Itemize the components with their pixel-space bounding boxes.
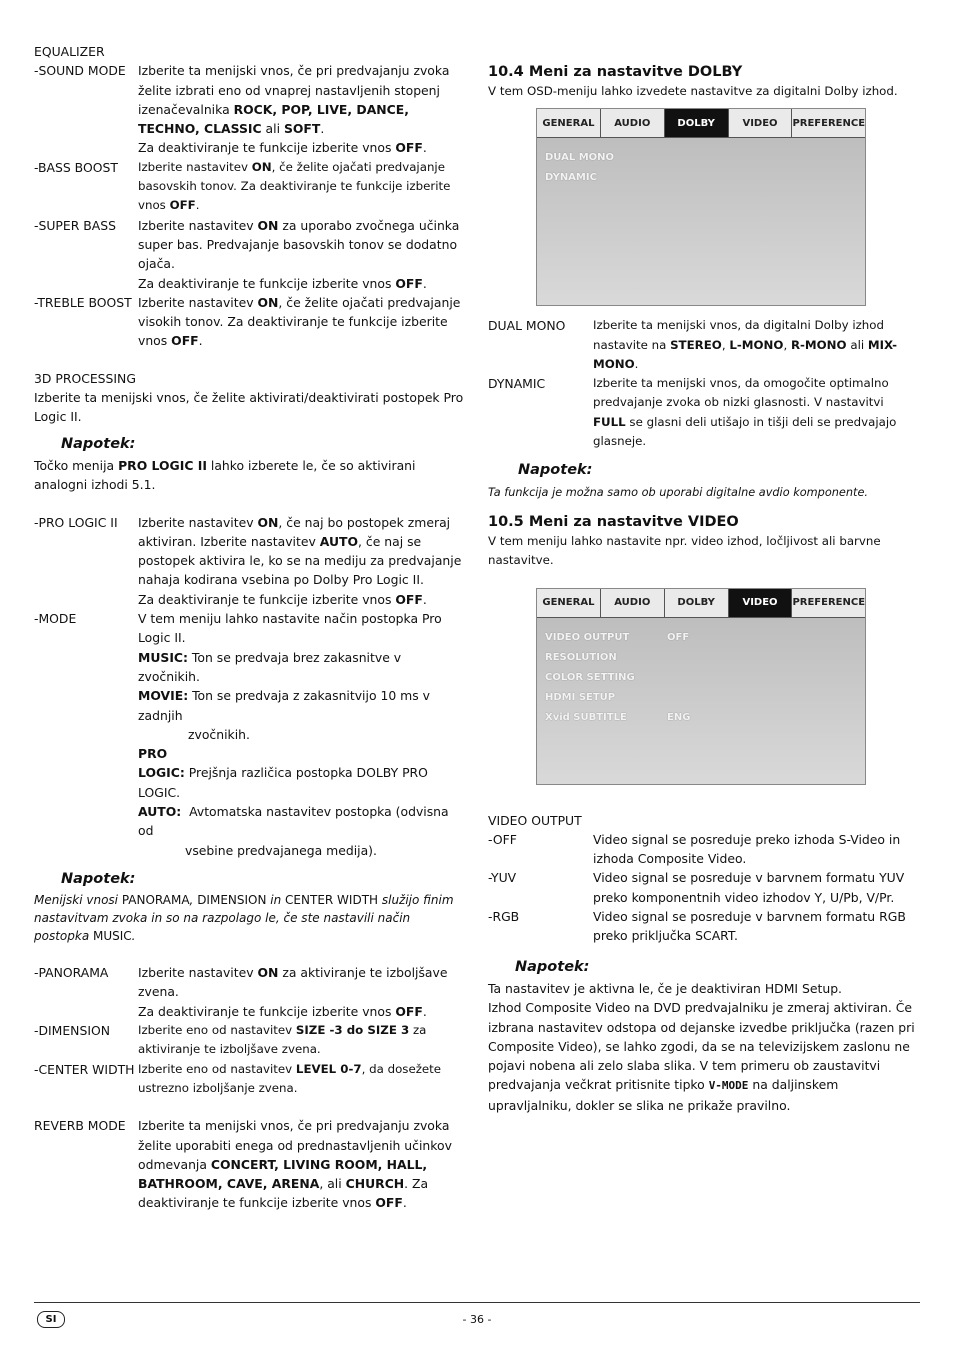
text: , ali xyxy=(319,1176,346,1192)
option: R-MONO xyxy=(790,337,847,352)
processing-text: Izberite ta menijski vnos, če želite aktivirati/deaktivirati postopek Pro Logic II. xyxy=(34,390,464,425)
tab-audio: AUDIO xyxy=(601,109,665,137)
note-heading: Napotek: xyxy=(518,462,593,479)
osd-tab-bar xyxy=(537,109,865,138)
text: . xyxy=(320,121,325,137)
tab-general: GENERAL xyxy=(537,589,601,617)
page-number: - 36 - xyxy=(462,1313,492,1326)
note-text xyxy=(34,891,466,945)
text: . xyxy=(402,1195,407,1211)
text: na daljinskem upravljalniku, dokler se slika ne prikaže pravilno. xyxy=(488,1077,839,1113)
option: MUSIC: xyxy=(138,649,188,665)
option: AUTO xyxy=(319,533,359,549)
option: ON xyxy=(257,294,279,310)
option: STEREO xyxy=(670,337,722,352)
text: Izberite nastavitev xyxy=(138,217,258,233)
tab-dolby: DOLBY xyxy=(665,589,729,617)
label: Xvid SUBTITLE xyxy=(545,711,627,723)
option: OFF xyxy=(395,140,423,156)
term: -PANORAMA xyxy=(34,965,109,981)
equalizer-heading: EQUALIZER xyxy=(34,44,105,59)
text: , če želite ojačati predvajanje visokih tonov. Za deaktiviranje te funkcije izberite vnos xyxy=(138,294,461,349)
language-badge: SI xyxy=(37,1311,65,1328)
tab-video: VIDEO xyxy=(729,109,793,137)
off-entry xyxy=(488,830,920,869)
text: ali xyxy=(261,121,284,137)
bass-boost-entry xyxy=(34,158,466,216)
text: . xyxy=(131,929,136,944)
note-heading: Napotek: xyxy=(61,870,136,887)
term: -BASS BOOST xyxy=(34,159,118,175)
text: Izberite ta menijski vnos, če pri predvajanju zvoka želite uporabiti enega od prednastavljenih učinkov odmevanja xyxy=(138,1118,452,1172)
movie-line xyxy=(138,686,466,725)
osd-item xyxy=(545,168,857,188)
dimension-entry xyxy=(34,1021,466,1060)
option: OFF xyxy=(169,198,196,213)
term: -PRO LOGIC II xyxy=(34,514,118,530)
text: služijo finim nastavitvam zvoka in so na razpolago le, če ste nastavili način postopka xyxy=(34,893,454,944)
reverb-entry xyxy=(34,1116,466,1212)
option: PANORAMA xyxy=(121,893,190,908)
music-line xyxy=(138,648,466,687)
key-label: V-MODE xyxy=(708,1079,749,1093)
option: CHURCH xyxy=(345,1176,405,1192)
definition xyxy=(593,316,920,374)
label: DYNAMIC xyxy=(545,172,597,184)
text: Izberite nastavitev xyxy=(138,294,258,310)
option: ON xyxy=(251,159,272,174)
option: PRO LOGIC II xyxy=(118,457,207,473)
option: LEVEL 0-7 xyxy=(295,1061,362,1076)
text: Za deaktiviranje te funkcije izberite vnos xyxy=(138,275,396,291)
text: ali xyxy=(846,337,868,352)
left-column xyxy=(34,42,466,1213)
note-text: Ta funkcija je možna samo ob uporabi digitalne avdio komponente. xyxy=(488,485,868,499)
dolby-intro: V tem OSD-meniju lahko izvedete nastavitve za digitalni Dolby izhod. xyxy=(488,84,898,98)
dynamic-entry xyxy=(488,374,920,451)
text: Ton se predvaja brez zakasnitve v zvočnikih. xyxy=(138,649,402,684)
text: Izberite nastavitev xyxy=(138,965,258,981)
logic-line xyxy=(138,763,466,802)
value: OFF xyxy=(667,631,690,643)
definition xyxy=(138,61,466,157)
text: , če naj bo postopek zmeraj aktiviran. Izberite nastavitev xyxy=(138,514,451,549)
tab-preference: PREFERENCE xyxy=(792,589,865,617)
text: Za deaktiviranje te funkcije izberite vnos xyxy=(138,591,396,607)
option: MIX-MONO xyxy=(593,337,898,371)
text: za uporabo zvočnega učinka super bas. Predvajanje basovskih tonov se dodatno ojača. xyxy=(138,217,460,272)
options: ROCK, POP, LIVE, DANCE, TECHNO, CLASSIC xyxy=(138,101,409,137)
text: za aktiviranje te izboljšave zvena. xyxy=(138,965,448,1000)
pro-line xyxy=(138,744,466,763)
text: in xyxy=(266,893,286,908)
option: AUTO: xyxy=(138,803,182,819)
text: Za deaktiviranje te funkcije izberite vnos xyxy=(138,140,396,156)
term: -SUPER BASS xyxy=(34,217,116,233)
option: ON xyxy=(257,217,279,233)
osd-item xyxy=(545,668,857,688)
text: . xyxy=(634,356,639,371)
text: . xyxy=(422,1003,427,1019)
term: -SOUND MODE xyxy=(34,63,126,79)
text: . xyxy=(422,275,427,291)
option: ON xyxy=(257,514,279,530)
note-heading: Napotek: xyxy=(61,435,136,452)
definition xyxy=(138,1021,466,1060)
osd-item xyxy=(545,648,857,668)
osd-item xyxy=(545,688,857,708)
text: , xyxy=(721,337,730,352)
term: -RGB xyxy=(488,909,520,925)
osd-tab-bar xyxy=(537,589,865,618)
text: lahko izberete le, če so aktivirani analogni izhodi 5.1. xyxy=(34,457,416,493)
text: Izberite eno od nastavitev xyxy=(138,1023,296,1038)
processing-heading: 3D PROCESSING xyxy=(34,370,136,386)
osd-item xyxy=(545,148,857,168)
option: CENTER WIDTH xyxy=(285,893,379,908)
definition xyxy=(138,1116,466,1212)
option: OFF xyxy=(395,275,423,291)
option: DIMENSION xyxy=(197,893,267,908)
text: , da dosežete ustrezno izboljšanje zvena. xyxy=(138,1061,442,1095)
text: Izberite nastavitev xyxy=(138,514,258,530)
term: -YUV xyxy=(488,870,517,886)
panorama-entry xyxy=(34,963,466,1021)
option: OFF xyxy=(395,591,423,607)
dual-mono-entry xyxy=(488,316,920,374)
tab-preference: PREFERENCE xyxy=(792,109,865,137)
auto-line xyxy=(138,802,466,841)
term: -MODE xyxy=(34,611,77,627)
text: . xyxy=(422,140,427,156)
text: . Za deaktiviranje te funkcije izberite vnos xyxy=(138,1176,429,1211)
video-intro: V tem meniju lahko nastavite npr. video izhod, ločljivost ali barvne nastavitve. xyxy=(488,533,881,568)
label: DUAL MONO xyxy=(545,152,615,164)
definition xyxy=(138,963,466,1021)
treble-boost-entry xyxy=(34,293,466,351)
mode-entry xyxy=(34,609,466,860)
text: Ton se predvaja z zakasnitvijo 10 ms v zadnjih xyxy=(138,688,430,723)
text: Za deaktiviranje te funkcije izberite vnos xyxy=(138,1003,396,1019)
definition: Video signal se posreduje preko izhoda S-Video in izhoda Composite Video. xyxy=(593,831,901,867)
text: V tem meniju lahko nastavite način postopka Pro Logic II. xyxy=(138,611,442,646)
center-width-entry xyxy=(34,1060,466,1099)
label: RESOLUTION xyxy=(545,651,617,663)
tab-audio: AUDIO xyxy=(601,589,665,617)
tab-dolby: DOLBY xyxy=(665,109,729,137)
video-osd-screenshot xyxy=(536,588,866,785)
option: MUSIC xyxy=(93,929,132,944)
definition xyxy=(138,513,466,609)
text: Avtomatska nastavitev postopka (odvisna od xyxy=(138,803,449,839)
option: SOFT xyxy=(283,121,321,137)
video-section-title: 10.5 Meni za nastavitve VIDEO xyxy=(488,513,739,530)
term: REVERB MODE xyxy=(34,1118,126,1134)
note-text: Ta nastavitev je aktivna le, če je deaktiviran HDMI Setup. xyxy=(488,980,842,996)
option: L-MONO xyxy=(729,337,784,352)
note-text xyxy=(488,998,920,1115)
text: vsebine predvajanega medija). xyxy=(185,842,377,858)
osd-menu xyxy=(537,138,865,198)
definition xyxy=(138,1060,466,1099)
yuv-entry xyxy=(488,868,920,907)
osd-menu xyxy=(537,618,865,738)
text: Menijski vnosi xyxy=(34,893,122,908)
text: Izberite nastavitev xyxy=(138,159,252,174)
definition xyxy=(138,158,466,216)
text: , če želite ojačati predvajanje basovskih tonov. Za deaktiviranje te funkcije izberite vnos xyxy=(138,159,451,213)
option: PRO xyxy=(138,746,168,762)
definition xyxy=(138,609,466,860)
text: . xyxy=(195,198,200,213)
value: ENG xyxy=(667,711,691,723)
label: VIDEO OUTPUT xyxy=(545,631,630,643)
text: Izberite ta menijski vnos, da digitalni Dolby izhod nastavite na xyxy=(593,318,884,352)
option: OFF xyxy=(395,1003,423,1019)
term: -CENTER WIDTH xyxy=(34,1061,135,1077)
option: SIZE -3 do SIZE 3 xyxy=(295,1023,410,1038)
option: MOVIE: xyxy=(138,688,189,704)
right-column xyxy=(488,62,920,1115)
dolby-osd-screenshot xyxy=(536,108,866,306)
text: se glasni deli utišajo in tišji deli se predvajajo glasneje. xyxy=(593,414,897,449)
option: FULL xyxy=(593,414,626,429)
option: OFF xyxy=(171,333,199,349)
option: LOGIC: xyxy=(138,765,185,781)
super-bass-entry xyxy=(34,216,466,293)
term: DUAL MONO xyxy=(488,318,566,334)
text: zvočnikih. xyxy=(188,726,250,742)
definition xyxy=(138,216,466,293)
text: Izberite ta menijski vnos, da omogočite optimalno predvajanje zvoka ob nizki glasnosti. V nastavitvi xyxy=(593,376,889,410)
osd-item xyxy=(545,708,857,728)
dolby-section-title: 10.4 Meni za nastavitve DOLBY xyxy=(488,64,743,80)
note-text xyxy=(34,456,466,495)
label: COLOR SETTING xyxy=(545,671,635,683)
pro-logic-entry xyxy=(34,513,466,609)
term: DYNAMIC xyxy=(488,376,546,392)
text: , če naj se postopek aktivira le, ko se na mediju za predvajanje nahaja kodirana vsebina po Dolby Pro Logic II. xyxy=(138,533,462,588)
text: Izberite eno od nastavitev xyxy=(138,1061,296,1076)
definition: Video signal se posreduje v barvnem formatu RGB preko priključka SCART. xyxy=(593,909,906,944)
text: Točko menija xyxy=(34,457,119,473)
text: za aktiviranje te izboljšave zvena. xyxy=(138,1023,427,1057)
definition: Video signal se posreduje v barvnem formatu YUV preko komponentnih video izhodov Y, U/Pb, V/Pr. xyxy=(593,870,905,905)
term: -TREBLE BOOST xyxy=(34,294,132,310)
footer-divider xyxy=(34,1302,920,1303)
term: -OFF xyxy=(488,831,517,847)
definition xyxy=(138,293,466,351)
text: . xyxy=(422,591,427,607)
definition xyxy=(593,374,920,451)
tab-general: GENERAL xyxy=(537,109,601,137)
text: Izberite ta menijski vnos, če pri predvajanju zvoka želite izbrati eno od vnaprej nastavljenih stopenj izenačevalnika xyxy=(138,63,450,117)
option: OFF xyxy=(375,1195,403,1211)
text: , xyxy=(189,893,198,908)
osd-item xyxy=(545,628,857,648)
tab-video: VIDEO xyxy=(729,589,793,617)
option: ON xyxy=(257,965,279,981)
text: Prejšnja različica postopka DOLBY PRO LOGIC. xyxy=(138,765,428,800)
text: Izhod Composite Video na DVD predvajalniku je zmeraj aktiviran. Če izbrana nastavitev odstopa od dejanske izvedbe priključka (razen pri Composite Video), se lahko zgodi, da se na televizijskem zaslonu ne pojavi nobena ali zelo slaba slika. V tem primeru ob zaustavitvi predvajanja večkrat pritisnite tipko xyxy=(488,1000,915,1093)
options: CONCERT, LIVING ROOM, HALL, BATHROOM, CAVE, ARENA xyxy=(138,1156,428,1192)
rgb-entry xyxy=(488,907,920,946)
term: -DIMENSION xyxy=(34,1023,110,1039)
note-heading: Napotek: xyxy=(515,958,590,975)
text: , xyxy=(783,337,791,352)
video-output-heading: VIDEO OUTPUT xyxy=(488,812,582,828)
text: . xyxy=(198,333,203,349)
label: HDMI SETUP xyxy=(545,691,616,703)
sound-mode-entry xyxy=(34,61,466,157)
